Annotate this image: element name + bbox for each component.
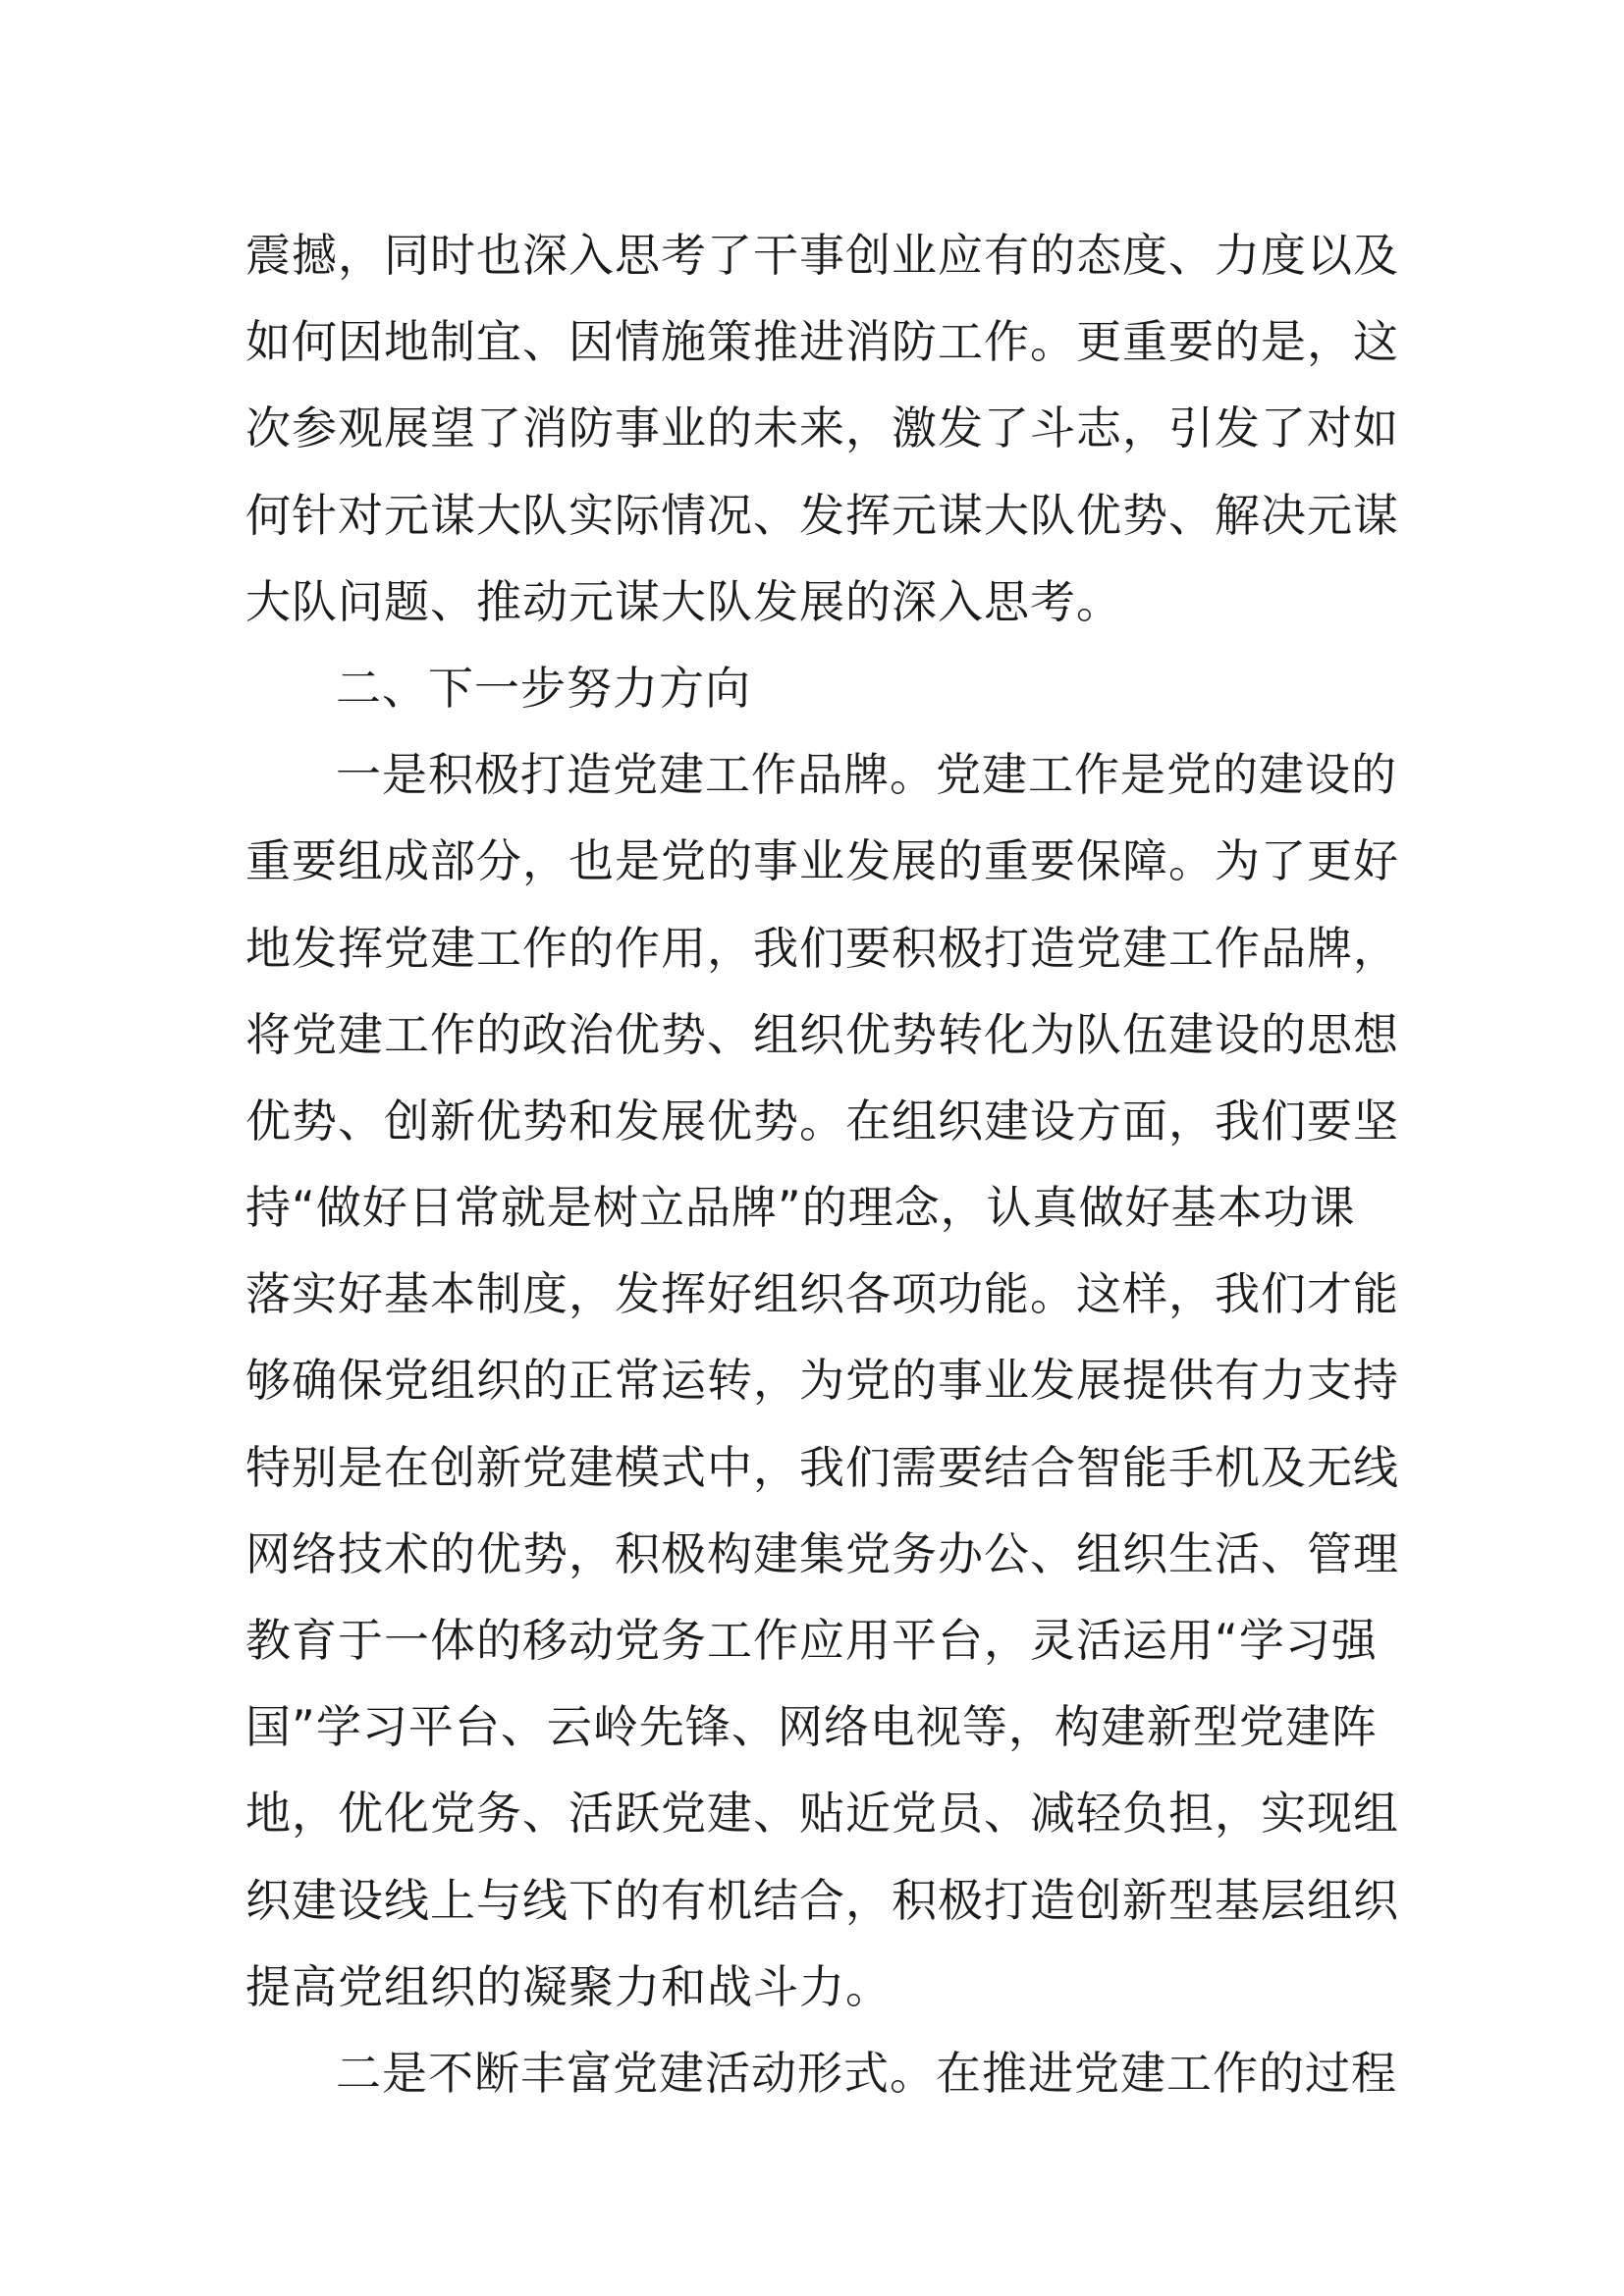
text-line: 提高党组织的凝聚力和战斗力。 [245,1959,892,2013]
text-line: 教育于一体的移动党务工作应用平台，灵活运用“学习强 [245,1614,1378,1667]
text-line: 网络技术的优势，积极构建集党务办公、组织生活、管理 [245,1526,1399,1580]
text-line: 地发挥党建工作的作用，我们要积极打造党建工作品牌， [245,921,1399,975]
paragraph-start: 一是积极打造党建工作品牌。党建工作是党的建设的 [336,748,1397,802]
body-text [245,212,1399,2116]
text-line: 次参观展望了消防事业的未来，激发了斗志，引发了对如 [245,401,1399,455]
text-line: 优势、创新优势和发展优势。在组织建设方面，我们要坚 [245,1094,1399,1148]
paragraph-start: 二是不断丰富党建活动形式。在推进党建工作的过程 [336,2046,1397,2100]
text-line: 何针对元谋大队实际情况、发挥元谋大队优势、解决元谋 [245,488,1399,542]
text-line: 持“做好日常就是树立品牌”的理念，认真做好基本功课 [245,1181,1356,1235]
text-line: 地，优化党务、活跃党建、贴近党员、减轻负担，实现组 [245,1787,1399,1841]
text-line: 织建设线上与线下的有机结合，积极打造创新型基层组织 [245,1873,1399,1927]
text-line: 重要组成部分，也是党的事业发展的重要保障。为了更好 [245,834,1399,888]
section-heading: 二、下一步努力方向 [336,661,751,715]
text-line: 大队问题、推动元谋大队发展的深入思考。 [245,574,1122,628]
text-line: 震撼，同时也深入思考了干事创业应有的态度、力度以及 [245,229,1399,282]
text-line: 将党建工作的政治优势、组织优势转化为队伍建设的思想 [245,1007,1399,1061]
text-line: 特别是在创新党建模式中，我们需要结合智能手机及无线 [245,1440,1399,1494]
text-line: 国”学习平台、云岭先锋、网络电视等，构建新型党建阵 [245,1700,1378,1754]
text-line: 落实好基本制度，发挥好组织各项功能。这样，我们才能 [245,1267,1399,1321]
text-line: 够确保党组织的正常运转，为党的事业发展提供有力支持 [245,1354,1399,1408]
text-line: 如何因地制宜、因情施策推进消防工作。更重要的是，这 [245,315,1399,369]
